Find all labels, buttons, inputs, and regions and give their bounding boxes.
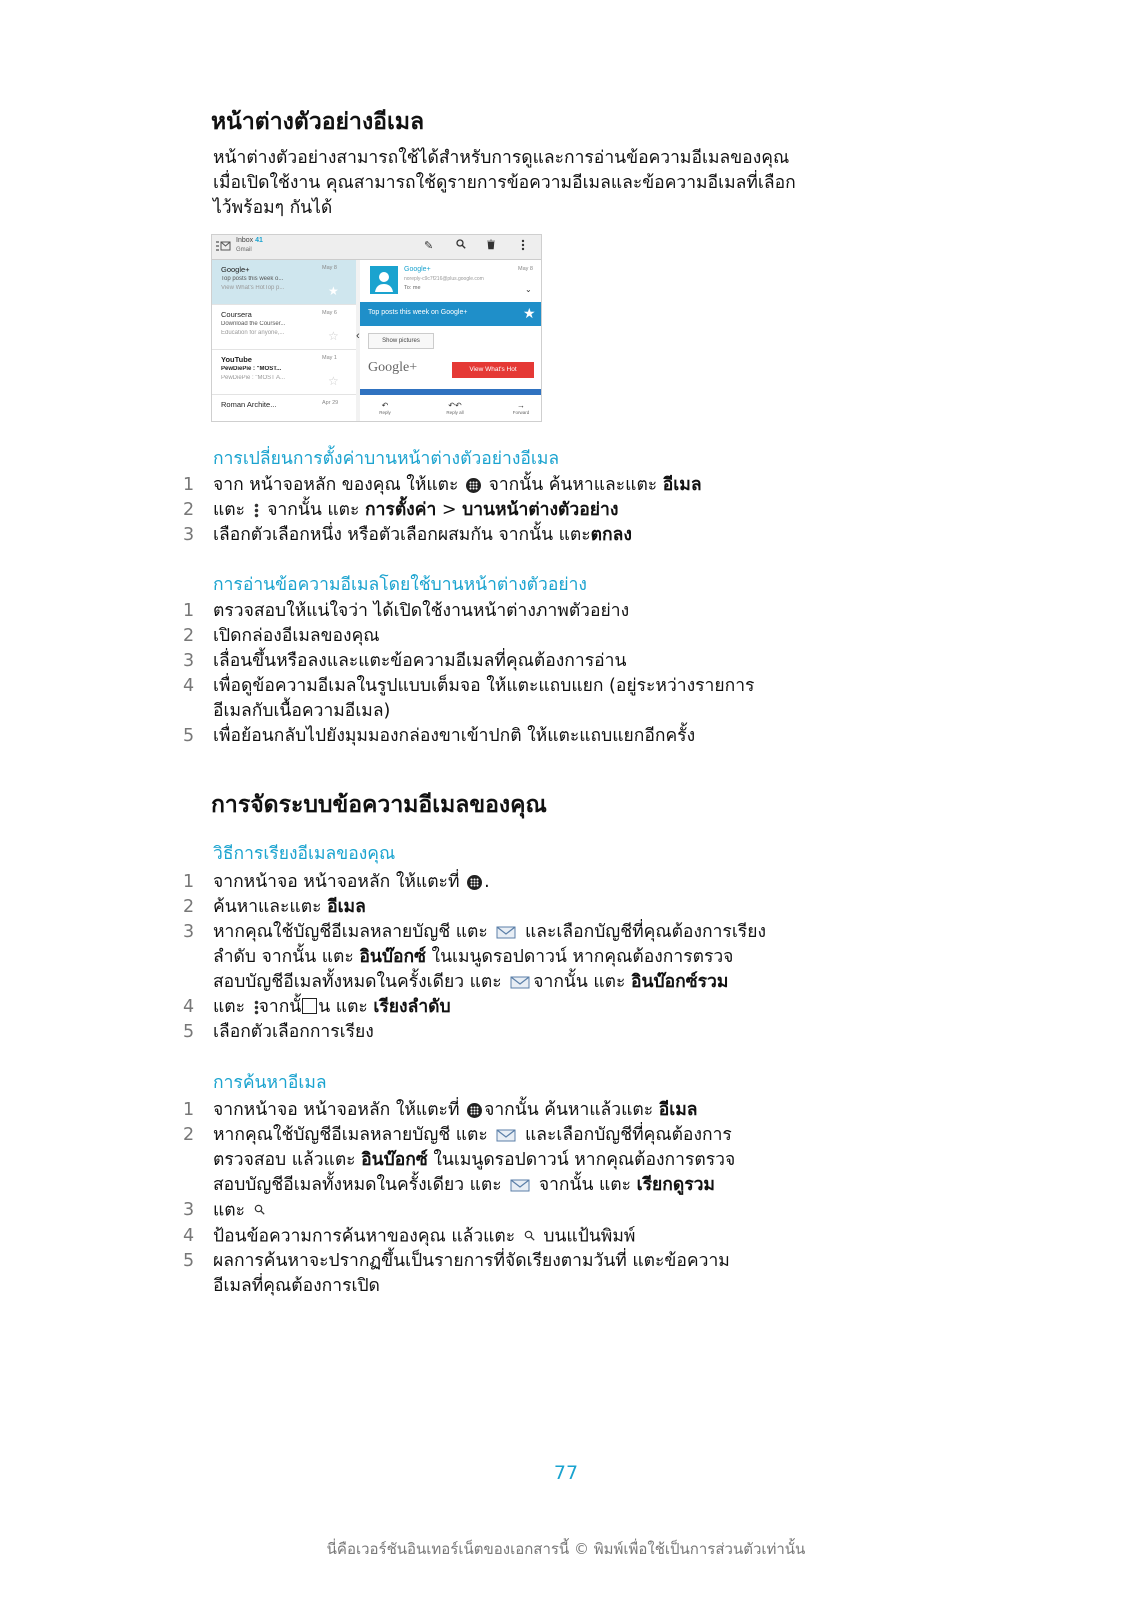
detail-date: May 8 xyxy=(518,266,533,272)
page-number: 77 xyxy=(553,1462,579,1484)
envelope-icon xyxy=(510,975,530,989)
step: 5 เพื่อย้อนกลับไปยังมุมมองกล่องขาเข้าปกติ ให้แตะแถบแยกอีกครั้ง xyxy=(0,724,893,749)
keyword: อินบ๊อกซ์ xyxy=(361,1150,428,1170)
step-number: 4 xyxy=(183,1225,195,1246)
intro-line: หน้าต่างตัวอย่างสามารถใช้ได้สำหรับการดูและการอ่านข้อความอีเมลของคุณ xyxy=(213,148,790,168)
star-icon: ☆ xyxy=(328,374,339,388)
detail-sender: Google+ xyxy=(404,266,431,273)
inbox-label: Inbox 41 xyxy=(236,237,263,244)
intro-paragraph xyxy=(213,146,933,221)
step-number: 1 xyxy=(183,475,195,495)
row-snippet: View What's HotTop p... xyxy=(221,285,285,291)
reply-all-icon: ↶↶ xyxy=(448,401,462,410)
subheading-change-preview-settings: การเปลี่ยนการตั้งค่าบานหน้าต่างตัวอย่างอีเมล xyxy=(213,449,560,469)
email-list-row xyxy=(212,305,356,350)
step-number: 4 xyxy=(183,676,195,696)
forward-icon: → xyxy=(517,401,525,410)
subheading-read-with-preview: การอ่านข้อความอีเมลโดยใช้บานหน้าต่างตัวอย่าง xyxy=(213,575,587,595)
apps-icon xyxy=(467,875,482,890)
search-icon xyxy=(254,1198,265,1223)
keyword: อีเมล xyxy=(658,1100,698,1120)
step-number: 2 xyxy=(183,897,195,917)
step-number: 5 xyxy=(183,726,195,746)
keyword: อินบ๊อกซ์ xyxy=(359,947,426,967)
step: 1 ตรวจสอบให้แน่ใจว่า ได้เปิดใช้งานหน้าต่างภาพตัวอย่าง xyxy=(0,599,893,624)
show-pictures-button: Show pictures xyxy=(368,333,434,349)
avatar xyxy=(370,266,398,294)
row-subject: Top posts this week o... xyxy=(221,276,284,282)
keyword: อีเมล xyxy=(662,475,702,495)
delete-icon xyxy=(486,239,496,253)
email-list-row xyxy=(212,260,356,305)
row-date: May 8 xyxy=(322,265,337,271)
detail-banner xyxy=(360,302,541,326)
detail-address: noreply-c9c7f216@plus.google.com xyxy=(404,276,484,282)
intro-line: ไว้พร้อมๆ กันได้ xyxy=(213,198,333,218)
detail-recipient: To: me xyxy=(404,285,421,291)
step: 4 แตะ จากนั้ น แตะ เรียงลำดับ xyxy=(0,995,893,1020)
star-icon: ★ xyxy=(523,305,536,321)
email-detail-pane xyxy=(360,260,541,421)
step-number: 3 xyxy=(183,922,195,942)
email-list-row xyxy=(212,350,356,395)
search-icon xyxy=(456,239,466,251)
step: 2 แตะ จากนั้น แตะ การตั้งค่า > บานหน้าต่างตัวอย่าง xyxy=(0,498,893,523)
chevron-left-icon: ‹ xyxy=(356,330,360,342)
reply-icon: ↶ xyxy=(381,401,389,410)
keyword: การตั้งค่า xyxy=(365,500,437,520)
step-number: 3 xyxy=(183,1200,195,1220)
account-label: Gmail xyxy=(236,247,252,253)
step-number: 1 xyxy=(183,1100,195,1120)
search-icon xyxy=(524,1224,535,1249)
step-number: 5 xyxy=(183,1022,195,1042)
step: 3 หากคุณใช้บัญชีอีเมลหลายบัญชี แตะ และเลือกบัญชีที่คุณต้องการเรียง ลำดับ จากนั้น แตะ อินบ๊อกซ์ ในเมนูดรอปดาวน์ หากคุณต้องการตรวจ สอบบัญชีอีเมลทั้งหมดในครั้งเดียว แตะ จากนั้น แตะ อินบ๊อกซ์รวม xyxy=(183,922,766,992)
star-icon: ★ xyxy=(328,284,339,298)
email-preview-screenshot xyxy=(211,234,542,422)
step-number: 2 xyxy=(183,1125,195,1145)
step-number: 5 xyxy=(183,1251,195,1271)
keyword: เรียงลำดับ xyxy=(373,997,451,1017)
step-number: 1 xyxy=(183,872,195,892)
step: 2 หากคุณใช้บัญชีอีเมลหลายบัญชี แตะ และเลือกบัญชีที่คุณต้องการ ตรวจสอบ แล้วแตะ อินบ๊อกซ์ ในเมนูดรอปดาวน์ หากคุณต้องการตรวจ สอบบัญชีอีเมลทั้งหมดในครั้งเดียว แตะ จากนั้น แตะ เรียกดูรวม xyxy=(183,1125,736,1195)
row-sender: Google+ xyxy=(221,265,250,274)
google-plus-logo: Google+ xyxy=(368,360,418,375)
section-title-organize-email: การจัดระบบข้อความอีเมลของคุณ xyxy=(211,792,547,818)
row-snippet: Education for anyone,... xyxy=(221,330,285,336)
step: 2 เปิดกล่องอีเมลของคุณ xyxy=(0,624,893,649)
step: 5 เลือกตัวเลือกการเรียง xyxy=(0,1020,893,1045)
detail-actions xyxy=(360,399,541,421)
steps-sort-email xyxy=(0,870,893,1045)
step: 1 จากหน้าจอ หน้าจอหลัก ให้แตะที่ จากนั้น ค้นหาแล้วแตะ อีเมล xyxy=(0,1098,893,1123)
step-number: 4 xyxy=(183,997,195,1017)
apps-icon xyxy=(466,478,481,493)
reply-all-action: ↶↶ Reply all xyxy=(446,401,464,415)
footer-notice: นี่คือเวอร์ชันอินเทอร์เน็ตของเอกสารนี้ © พิมพ์เพื่อใช้เป็นการส่วนตัวเท่านั้น xyxy=(326,1540,806,1558)
row-snippet: PewDiePie : "MOST A... xyxy=(221,375,286,381)
step: 1 จากหน้าจอ หน้าจอหลัก ให้แตะที่ . xyxy=(0,870,893,895)
steps-change-preview-settings xyxy=(0,473,893,548)
keyword: ตกลง xyxy=(590,525,632,545)
step: 3 แตะ xyxy=(0,1198,893,1224)
keyword: อินบ๊อกซ์รวม xyxy=(631,972,729,992)
apps-icon xyxy=(467,1103,482,1118)
section-title-email-preview: หน้าต่างตัวอย่างอีเมล xyxy=(211,109,425,135)
step: 3 เลือกตัวเลือกหนึ่ง หรือตัวเลือกผสมกัน จากนั้น แตะตกลง xyxy=(0,523,893,548)
blue-bar xyxy=(360,389,541,395)
subheading-search-email: การค้นหาอีเมล xyxy=(213,1073,327,1093)
row-subject: PewDiePie : "MOST... xyxy=(221,366,282,372)
envelope-icon xyxy=(510,1178,530,1192)
email-list-row xyxy=(212,395,356,422)
screenshot-toolbar xyxy=(212,235,541,260)
keyword: อีเมล xyxy=(327,897,366,917)
row-sender: Coursera xyxy=(221,310,252,319)
steps-search-email xyxy=(0,1098,893,1299)
envelope-icon xyxy=(496,925,516,939)
chevron-down-icon: ⌄ xyxy=(525,285,532,294)
step-number: 3 xyxy=(183,651,195,671)
step-number: 2 xyxy=(183,500,195,520)
row-subject: Download the Courser... xyxy=(221,321,286,327)
step: 4 เพื่อดูข้อความอีเมลในรูปแบบเต็มจอ ให้แตะแถบแยก (อยู่ระหว่างรายการ อีเมลกับเนื้อความอีเมล) xyxy=(183,676,755,721)
step-number: 3 xyxy=(183,525,195,545)
steps-read-with-preview xyxy=(0,599,893,749)
forward-action: → Forward xyxy=(512,401,530,415)
step-number: 2 xyxy=(183,626,195,646)
row-date: May 1 xyxy=(322,355,337,361)
star-icon: ☆ xyxy=(328,329,339,343)
reply-action: ↶ Reply xyxy=(379,401,391,415)
banner-text: Top posts this week on Google+ xyxy=(368,309,468,316)
compose-icon: ✎ xyxy=(424,240,434,252)
menu-icon xyxy=(215,239,231,257)
intro-line: เมื่อเปิดใช้งาน คุณสามารถใช้ดูรายการข้อความอีเมลและข้อความอีเมลที่เลือก xyxy=(213,173,796,193)
step: 1 จาก หน้าจอหลัก ของคุณ ให้แตะ จากนั้น ค้นหาและแตะ อีเมล xyxy=(0,473,893,498)
email-list xyxy=(212,260,356,421)
step: 2 ค้นหาและแตะ อีเมล xyxy=(0,895,893,920)
subheading-sort-email: วิธีการเรียงอีเมลของคุณ xyxy=(213,844,396,864)
step: 4 ป้อนข้อความการค้นหาของคุณ แล้วแตะ บนแป้นพิมพ์ xyxy=(0,1224,893,1250)
keyword: เรียกดูรวม xyxy=(636,1175,715,1195)
step: 5 ผลการค้นหาจะปรากฏขึ้นเป็นรายการที่จัดเรียงตามวันที่ แตะข้อความ อีเมลที่คุณต้องการเปิด xyxy=(183,1251,730,1296)
keyword: บานหน้าต่างตัวอย่าง xyxy=(462,500,619,520)
view-whats-hot-button: View What's Hot xyxy=(452,362,534,378)
envelope-icon xyxy=(496,1128,516,1142)
overflow-menu-icon xyxy=(521,239,525,254)
step-number: 1 xyxy=(183,601,195,621)
row-sender: Roman Archite... xyxy=(221,400,277,409)
row-date: Apr 29 xyxy=(322,400,339,406)
menu-dots-icon xyxy=(254,503,259,518)
row-sender: YouTube xyxy=(221,355,252,364)
step: 3 เลื่อนขึ้นหรือลงและแตะข้อความอีเมลที่คุณต้องการอ่าน xyxy=(0,649,893,674)
row-date: May 6 xyxy=(322,310,337,316)
missing-glyph-box xyxy=(302,998,317,1014)
